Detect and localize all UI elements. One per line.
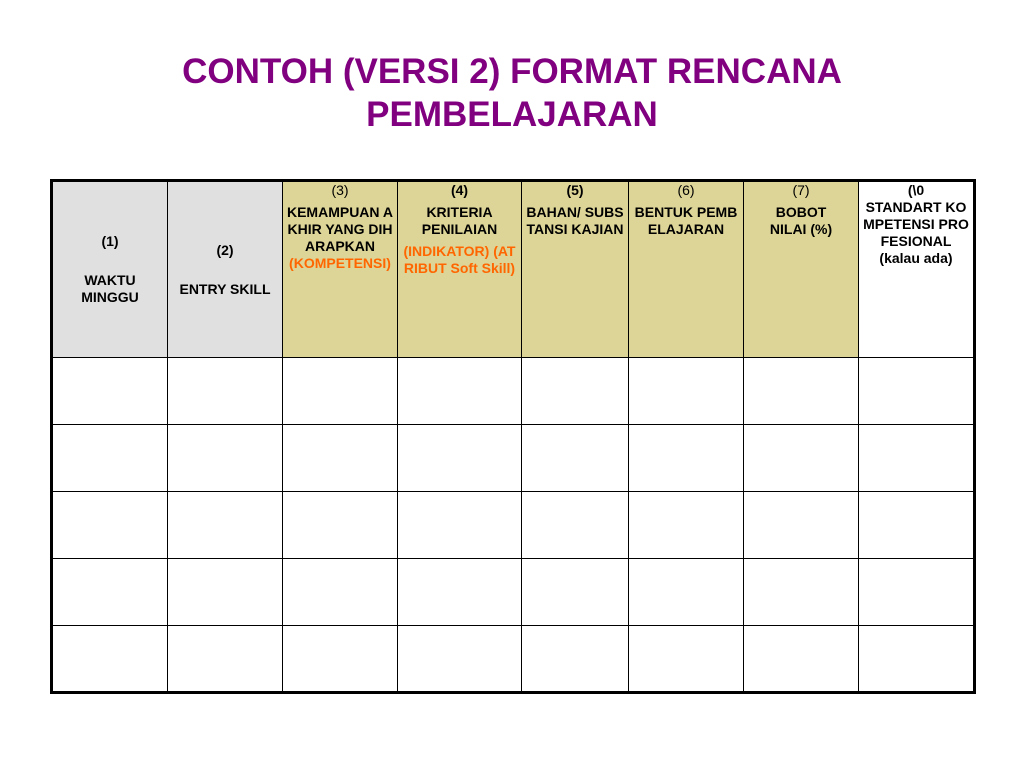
- table-row: [52, 626, 975, 693]
- table-header-row: [52, 181, 975, 358]
- table-cell[interactable]: [522, 626, 629, 693]
- table-cell[interactable]: [744, 492, 859, 559]
- col-3-label: KEMAMPUAN AKHIR YANG DIHARAPKAN: [286, 204, 394, 254]
- lesson-plan-table: [50, 179, 976, 694]
- table-cell[interactable]: [52, 626, 168, 693]
- col-1-label: WAKTU MINGGU: [81, 272, 139, 305]
- table-cell[interactable]: [629, 425, 744, 492]
- col-5-number: (5): [566, 182, 584, 198]
- title-line-1: CONTOH (VERSI 2) FORMAT RENCANA: [182, 52, 842, 91]
- table-row: [52, 425, 975, 492]
- header-col-8: [859, 181, 975, 358]
- slide-title: [0, 50, 1024, 136]
- table-cell[interactable]: [744, 626, 859, 693]
- table-cell[interactable]: [283, 425, 398, 492]
- table-cell[interactable]: [283, 559, 398, 626]
- col-5-label: BAHAN/ SUBSTANSI KAJIAN: [526, 204, 624, 237]
- col-4-label: KRITERIA PENILAIAN: [421, 204, 498, 237]
- table-cell[interactable]: [522, 425, 629, 492]
- table-cell[interactable]: [52, 425, 168, 492]
- table-cell[interactable]: [859, 559, 975, 626]
- header-col-2: [168, 181, 283, 358]
- table-cell[interactable]: [522, 559, 629, 626]
- table-cell[interactable]: [859, 626, 975, 693]
- table-cell[interactable]: [744, 559, 859, 626]
- table-row: [52, 492, 975, 559]
- col-8-number: (\0: [907, 182, 925, 198]
- table-cell[interactable]: [52, 492, 168, 559]
- col-2-number: (2): [216, 241, 234, 258]
- table-cell[interactable]: [168, 358, 283, 425]
- header-col-6: [629, 181, 744, 358]
- table-cell[interactable]: [629, 492, 744, 559]
- col-8-note: (kalau ada): [879, 250, 953, 266]
- col-7-number: (7): [792, 182, 810, 198]
- table-cell[interactable]: [744, 425, 859, 492]
- table-cell[interactable]: [744, 358, 859, 425]
- col-7-label: BOBOT NILAI (%): [769, 204, 833, 237]
- col-3-highlight: (KOMPETENSI): [289, 255, 391, 271]
- col-3-number: (3): [331, 182, 349, 198]
- table-cell[interactable]: [629, 626, 744, 693]
- col-6-label: BENTUK PEMBELAJARAN: [634, 204, 738, 237]
- table-cell[interactable]: [168, 559, 283, 626]
- header-col-3: [283, 181, 398, 358]
- table-cell[interactable]: [168, 626, 283, 693]
- table-row: [52, 559, 975, 626]
- col-2-label: ENTRY SKILL: [179, 280, 271, 297]
- table-cell[interactable]: [522, 358, 629, 425]
- table-cell[interactable]: [398, 358, 522, 425]
- table-cell[interactable]: [398, 425, 522, 492]
- col-4-highlight: (INDIKATOR) (ATRIBUT Soft Skill): [403, 243, 516, 276]
- header-col-5: [522, 181, 629, 358]
- col-8-label: STANDART KOMPETENSI PROFESIONAL: [863, 199, 969, 249]
- table-cell[interactable]: [629, 559, 744, 626]
- col-1-number: (1): [101, 233, 119, 249]
- header-col-4: [398, 181, 522, 358]
- table-cell[interactable]: [398, 492, 522, 559]
- table-cell[interactable]: [283, 492, 398, 559]
- table-cell[interactable]: [859, 425, 975, 492]
- table-cell[interactable]: [52, 559, 168, 626]
- table-cell[interactable]: [859, 358, 975, 425]
- header-col-1: [52, 181, 168, 358]
- title-line-2: PEMBELAJARAN: [366, 95, 658, 134]
- table-cell[interactable]: [168, 425, 283, 492]
- col-6-number: (6): [677, 182, 695, 198]
- table-row: [52, 358, 975, 425]
- table-cell[interactable]: [398, 559, 522, 626]
- header-col-7: [744, 181, 859, 358]
- col-4-number: (4): [450, 182, 469, 198]
- table-cell[interactable]: [52, 358, 168, 425]
- table-cell[interactable]: [283, 358, 398, 425]
- table-cell[interactable]: [283, 626, 398, 693]
- table-cell[interactable]: [522, 492, 629, 559]
- table-cell[interactable]: [859, 492, 975, 559]
- table-cell[interactable]: [168, 492, 283, 559]
- table-cell[interactable]: [398, 626, 522, 693]
- table-cell[interactable]: [629, 358, 744, 425]
